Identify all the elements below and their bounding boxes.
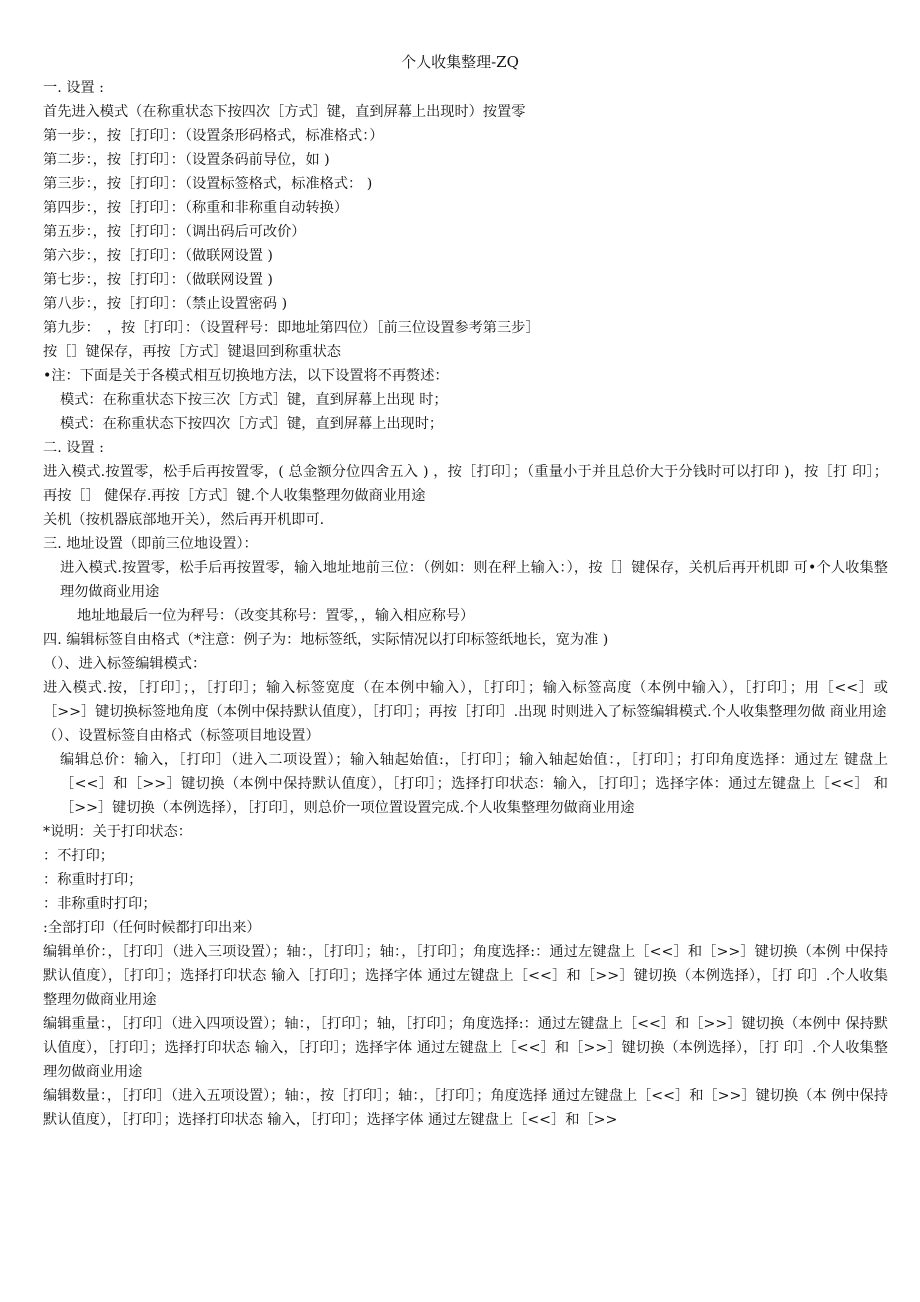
page-title: 个人收集整理-ZQ [401,53,519,71]
section-heading-2: 二. 设置 : [43,440,104,456]
subsection-heading: （）、设置标签自由格式（标签项目地设置） [43,728,320,744]
subsection-heading: （）、进入标签编辑模式： [43,656,207,672]
step-line: 第二步：，按［打印］：（设置条码前导位，如 ) [43,152,330,168]
paragraph: 编辑重量：，［打印］（进入四项设置）；轴：，［打印］；轴，［打印］；角度选择:：通过左键盘上［<<］和［>>］键切换（本例中 保持默认值度），［打印］；选择打印状态 输入，［打印］；选择字体 通过左键盘上［<<］和［>>］键切换（本例选择），［打 印］.个人收集整理勿做商业用途 [43,1016,888,1080]
note-line: *说明：关于打印状态： [43,824,192,840]
paragraph: 编辑数量：，［打印］（进入五项设置）；轴：，按［打印］；轴：，［打印］；角度选择 通过左键盘上［<<］和［>>］键切换（本 例中保持默认值度），［打印］；选择打印状态 输入，［打印］；选择字体 通过左键盘上［<<］和［>> [43,1088,888,1128]
step-line: 第五步：，按［打印］：（调出码后可改价） [43,224,306,240]
step-line: 第六步：，按［打印］：（做联网设置 ) [43,248,273,264]
list-item: ：不打印； [43,848,114,864]
section-heading-1: 一. 设置 : [43,80,104,96]
note-line: 模式：在称重状态下按三次［方式］键，直到屏幕上出现 时； [60,392,448,408]
paragraph: 进入模式.按置零，松手后再按置零，( 总金额分位四舍五入 ) ，按［打印］；（重量小于并且总价大于分钱时可以打印 )，按［打 印］；再按［］ 健保存.再按［方式］键.个人收集整理勿做商业用途 [43,464,888,504]
paragraph: 进入模式.按，［打印］；，［打印］；输入标签宽度（在本例中输入），［打印］；输入标签高度（本例中输入），［打印］；用［<<］或 ［>>］键切换标签地角度（本例中保持默认值度），［打印］；再按［打印］.出现 时则进入了标签编辑模式.个人收集整理勿做 商业用途 [43,680,888,720]
paragraph: 编辑总价：输入，［打印］（进入二项设置）；输入轴起始值:，［打印］；输入轴起始值：，［打印］；打印角度选择：通过左 键盘上［<<］和［>>］键切换（本例中保持默认值度），［打印］；选择打印状态：输入，［打印］；选择字体：通过左键盘上［<<］ 和［>>］键切换（本例选择），［打印］，则总价一项位置设置完成.个人收集整理勿做商业用途 [60,752,888,816]
paragraph-line: 按［］键保存，再按［方式］键退回到称重状态 [43,344,341,360]
paragraph-line: 首先进入模式（在称重状态下按四次［方式］键，直到屏幕上出现时）按置零 [43,104,526,120]
step-line: 第一步：，按［打印］：（设置条形码格式，标准格式：） [43,128,384,144]
step-line: 第四步：，按［打印］：（称重和非称重自动转换） [43,200,349,216]
paragraph: 编辑单价：，［打印］（进入三项设置）；轴：，［打印］；轴：，［打印］；角度选择:：通过左键盘上［<<］和［>>］键切换（本例 中保持默认值度），［打印］；选择打印状态 输入［打印］；选择字体 通过左键盘上［<<］和［>>］键切换（本例选择），［打 印］.个人收集整理勿做商业用途 [43,944,888,1008]
step-line: 第八步：，按［打印］：（禁止设置密码 ) [43,296,288,312]
list-item: :全部打印（任何时候都打印出来） [43,920,261,936]
paragraph-line: 关机（按机器底部地开关），然后再开机即可. [43,512,325,528]
list-item: ：称重时打印； [43,872,143,888]
step-line: 第九步： ，按［打印］：（设置秤号：即地址第四位）［前三位设置参考第三步］ [43,320,540,336]
list-item: ：非称重时打印； [43,896,157,912]
section-heading-3: 三. 地址设置（即前三位地设置）： [43,536,258,552]
paragraph-line: 地址地最后一位为秤号：（改变其称号：置零，，输入相应称号） [77,608,475,624]
section-heading-4: 四. 编辑标签自由格式（*注意：例子为：地标签纸，实际情况以打印标签纸地长，宽为准 ) [43,632,609,648]
step-line: 第三步：，按［打印］：（设置标签格式，标准格式： ) [43,176,373,192]
step-line: 第七步：，按［打印］：（做联网设置 ) [43,272,273,288]
paragraph: 进入模式.按置零，松手后再按置零，输入地址地前三位：（例如：则在秤上输入：），按［］键保存，关机后再开机即 可•个人收集整理勿做商业用途 [60,560,888,600]
note-line: •注：下面是关于各模式相互切换地方法，以下设置将不再赘述： [43,368,449,384]
note-line: 模式：在称重状态下按四次［方式］键，直到屏幕上出现时； [60,416,444,432]
document-body [43,76,888,1132]
